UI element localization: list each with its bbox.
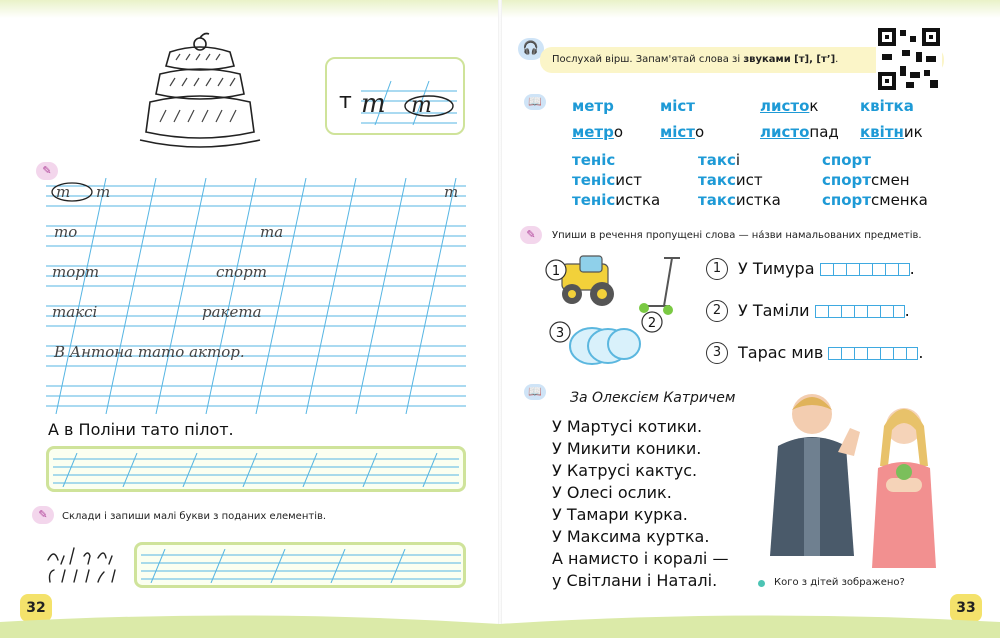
- bottom-band: [0, 600, 1000, 638]
- answer-cells-2[interactable]: [815, 305, 905, 318]
- poem-line: У Олесі ослик.: [552, 483, 672, 502]
- cake-illustration: [130, 30, 270, 160]
- page-number-left: 32: [20, 594, 52, 622]
- pencil-icon: ✎: [32, 506, 54, 524]
- svg-text:та: та: [260, 223, 284, 241]
- pencil-icon: ✎: [36, 162, 58, 180]
- letter-sample-box: [325, 57, 465, 135]
- listen-task-banner: Послухай вірш. Запам'ятай слова зі звуками [т], [т’].: [540, 47, 944, 73]
- print-letter: т: [339, 89, 352, 114]
- word-pair-col-1: метр метро: [572, 97, 624, 141]
- word-group-taxi: таксі таксист таксистка: [698, 151, 781, 209]
- svg-text:то: то: [54, 223, 78, 241]
- page-number-right: 33: [950, 594, 982, 622]
- poem-line: у Світлани і Наталі.: [552, 571, 718, 590]
- answer-cells-3[interactable]: [828, 347, 918, 360]
- copy-writing-box[interactable]: [46, 446, 466, 492]
- book-icon: 📖: [524, 384, 546, 400]
- word-group-sport: спорт спортсмен спортсменка: [822, 151, 928, 209]
- headphones-icon: 🎧: [518, 38, 544, 60]
- poem-author: За Олексієм Катричем: [570, 390, 736, 406]
- word-pair-col-3: листок листопад: [760, 97, 839, 141]
- poem-line: У Микити коники.: [552, 439, 702, 458]
- insert-task-instruction: Упиши в речення пропущені слова — на́зви намальованих предметів.: [552, 230, 922, 241]
- svg-text:спорт: спорт: [216, 263, 267, 281]
- question-text: Кого з дітей зображено?: [774, 577, 905, 588]
- letters-writing-box[interactable]: [134, 542, 466, 588]
- word-pair-col-4: квітка квітник: [860, 97, 923, 141]
- letter-elements: [44, 542, 128, 584]
- children-photo: [752, 386, 958, 572]
- svg-text:В Антона тато актор.: В Антона тато актор.: [54, 343, 245, 361]
- svg-text:таксі: таксі: [52, 303, 98, 321]
- svg-text:2: 2: [647, 316, 657, 331]
- listen-task-bold: звуками [т], [т’]: [743, 54, 836, 65]
- writing-grid: [46, 178, 466, 414]
- word-pair-col-2: міст місто: [660, 97, 705, 141]
- svg-text:т: т: [444, 183, 459, 201]
- cursive-letter-sample: [361, 77, 457, 127]
- poem-line: У Максима куртка.: [552, 527, 710, 546]
- qr-code-icon[interactable]: [876, 26, 942, 92]
- svg-text:т: т: [411, 93, 432, 118]
- page-spine: [498, 0, 502, 638]
- svg-text:ракета: ракета: [202, 303, 262, 321]
- objects-illustration: [540, 250, 700, 370]
- pencil-icon: ✎: [520, 226, 542, 244]
- svg-text:т: т: [361, 89, 386, 119]
- row1-sample: т: [56, 183, 71, 201]
- listen-task-text: Послухай вірш. Запам'ятай слова зі: [552, 54, 744, 65]
- svg-text:т: т: [96, 183, 111, 201]
- word-group-tennis: теніс тенісист тенісистка: [572, 151, 661, 209]
- poem: [552, 416, 728, 592]
- poem-line: А намисто і коралі —: [552, 549, 729, 568]
- bullet-dot-icon: [758, 580, 765, 587]
- poem-line: У Мартусі котики.: [552, 417, 703, 436]
- answer-cells-1[interactable]: [820, 263, 910, 276]
- task2-instruction: Склади і запиши малі букви з поданих елементів.: [62, 511, 327, 522]
- poem-line: У Катрусі кактус.: [552, 461, 698, 480]
- book-icon: 📖: [524, 94, 546, 110]
- svg-text:1: 1: [551, 264, 561, 279]
- svg-text:торт: торт: [52, 263, 100, 281]
- svg-text:3: 3: [555, 326, 565, 341]
- poem-line: У Тамари курка.: [552, 505, 688, 524]
- copy-sentence: А в Поліни тато пілот.: [48, 420, 234, 439]
